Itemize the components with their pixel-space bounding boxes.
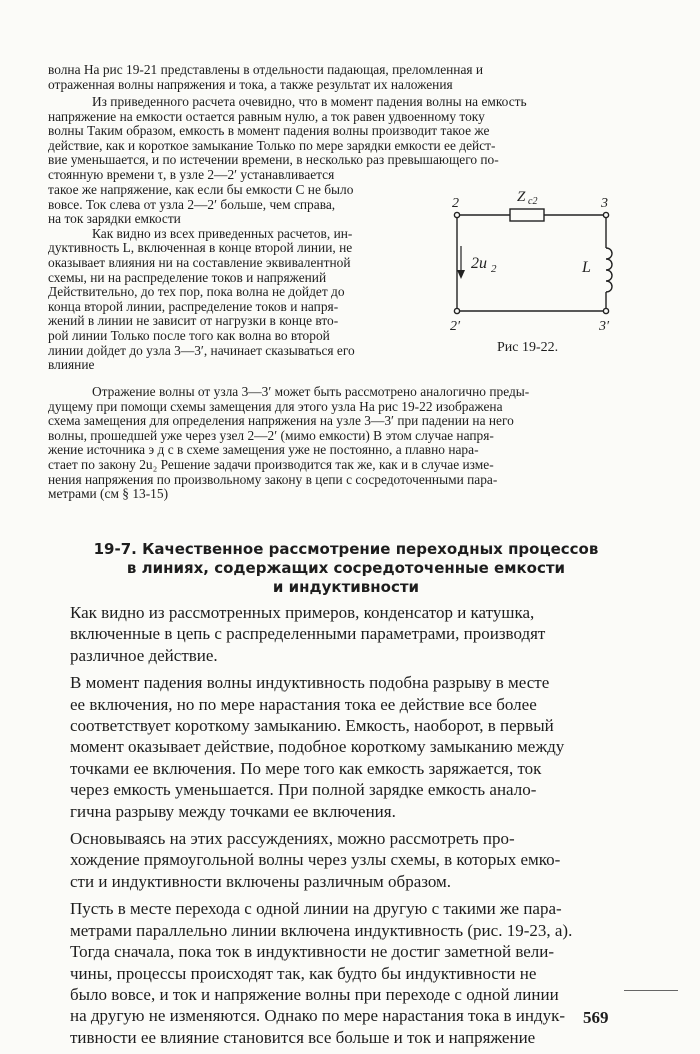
impedance-resistor	[510, 209, 544, 221]
label-inductor: L	[582, 259, 591, 276]
figure-caption: Рис 19-22.	[497, 340, 559, 355]
page-number: 569	[583, 1008, 609, 1027]
node-2p-terminal	[454, 308, 459, 313]
paragraph-rectangular-wave: Основываясь на этих рассуждениях, можно рассмотреть про- хождение прямоугольной волны через узлы схемы, в которых емко- сти и индуктивности включены различным образом.	[70, 829, 561, 891]
label-node-2: 2	[452, 196, 459, 211]
margin-dash	[624, 990, 678, 991]
label-source-sub: 2	[491, 263, 497, 275]
main-text	[70, 602, 618, 1054]
label-impedance-sub: c2	[528, 196, 538, 207]
top-paragraph: волна На рис 19-21 представлены в отдельности падающая, преломленная и отраженная волны напряжения и тока, а также результат их наложения	[48, 62, 484, 92]
node-3p-terminal	[603, 308, 608, 313]
circuit-figure-19-22	[440, 182, 630, 362]
node-3-terminal	[603, 212, 608, 217]
narrow-text-block: такое же напряжение, как если бы емкости C не было вовсе. Ток слева от узла 2—2′ больше, чем справа, на ток зарядки емкости Как видно из всех приведенных расчетов, ин- дуктивность L, включенная в конце второй линии, не оказывает влияния ни на составление эквивалентной схемы, ни на распределение токов и напряжений Действительно, до тех пор, пока волна не дойдет до конца второй линии, распределение токов и напря- жений в линии не зависит от нагрузки в конце вто- рой линии Только после того как волна во второй линии дойдет до узла 3—3′, начинает сказываться его влияние	[48, 182, 355, 373]
label-source: 2u	[471, 255, 487, 272]
paragraph-capacitance: Из приведенного расчета очевидно, что в момент падения волны на емкость напряжение на емкости остается равным нулю, а ток равен удвоенному току волны Таким образом, емкость в момент падения волны производит такое же действие, как и короткое замыкание Только по мере зарядки емкости ее дейст- вие уменьшается, и по истечении времени, в несколько раз превышающего по- стоянную времени τ, в узле 2—2′ устанавливается	[48, 94, 527, 182]
node-2-terminal	[454, 212, 459, 217]
inductor-coil	[606, 248, 612, 292]
label-node-3: 3	[601, 196, 608, 211]
label-node-3p: 3′	[599, 319, 610, 334]
paragraph-examples: Как видно из рассмотренных примеров, конденсатор и катушка, включенные в цепь с распределенными параметрами, производят различное действие.	[70, 603, 546, 665]
section-heading: 19-7. Качественное рассмотрение переходных процессов в линиях, содержащих сосредоточенные емкости и индуктивности	[93, 540, 599, 596]
label-impedance: Z	[517, 189, 526, 205]
paragraph-reflection: Отражение волны от узла 3—3′ может быть рассмотрено аналогично преды- дущему при помощи схемы замещения для этого узла На рис 19-22 изображена схема замещения для определения напряжения на узле 3—3′ при падении на него волны, прошедшей уже через узел 2—2′ (мимо емкости) В этом случае напря- жение источника э д с в схеме замещения уже не постоянно, а плавно нара- стает по закону 2u₂ Решение задачи производится так же, как и в случае изме- нения напряжения по произвольному закону в цепи с сосредоточенными пара- метрами (см § 13-15)	[48, 384, 530, 502]
label-node-2p: 2′	[450, 319, 461, 334]
source-arrow-head	[457, 270, 465, 279]
paragraph-transition: Пусть в месте перехода с одной линии на другую с такими же пара- метрами параллельно линии включена индуктивность (рис. 19-23, а). Тогда сначала, пока ток в индуктивности не достиг заметной вели- чины, процессы происходят так, как будто бы индуктивности не было вовсе, и ток и напряжение волны при переходе с одной линии на другую не изменяются. Однако по мере нарастания тока в индук- тивности ее влияние становится все больше и ток и напряжение	[70, 899, 573, 1047]
paragraph-inductance-capacitance: В момент падения волны индуктивность подобна разрыву в месте ее включения, но по мере нарастания тока ее действие все более соответствует короткому замыканию. Емкость, наоборот, в первый момент оказывает действие, подобное короткому замыканию между точками ее включения. По мере того как емкость заряжается, ток через емкость уменьшается. При полной зарядке емкость анало- гична разрыву между точками ее включения.	[70, 673, 565, 821]
